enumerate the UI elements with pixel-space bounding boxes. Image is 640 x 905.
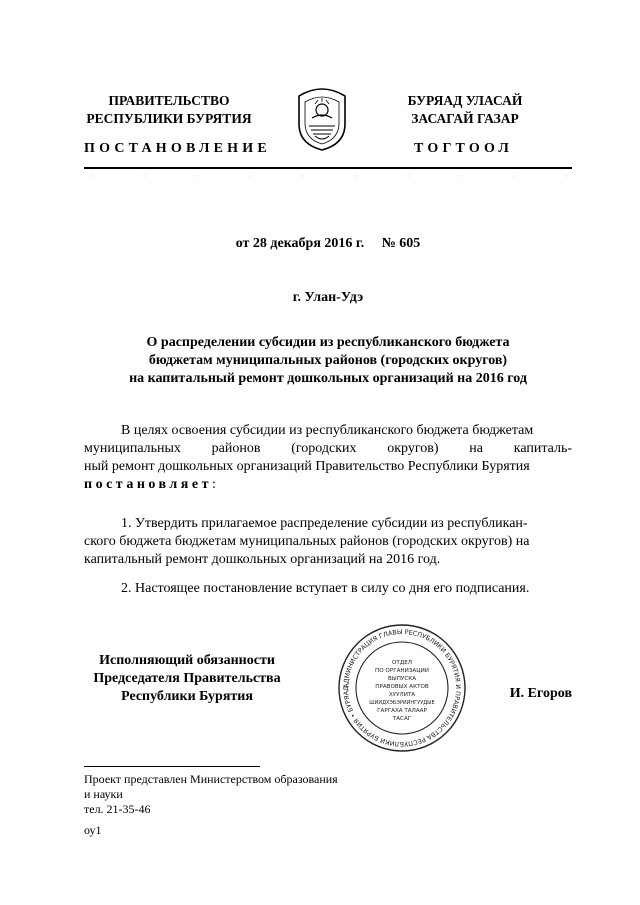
issuer-left-line-1: ПРАВИТЕЛЬСТВО bbox=[108, 93, 230, 108]
position-line-2: Председателя Правительства bbox=[93, 671, 281, 686]
stamp-line: ХУУЛИТА bbox=[388, 692, 416, 698]
stamp-ring-text: АДМИНИСТРАЦИЯ ГЛАВЫ РЕСПУБЛИКИ БУРЯТИЯ И ПРАВИТЕЛЬСТВА РЕСПУБЛИКИ БУРЯТИЯ • БУРЯАД bbox=[341, 627, 463, 749]
preamble-line-4 bbox=[84, 476, 572, 494]
title-line-2: бюджетам муниципальных районов (городских округов) bbox=[148, 353, 508, 368]
doc-type-left: ПОСТАНОВЛЕНИЕ bbox=[84, 141, 271, 156]
title-line-1: О распределении субсидии из республиканского бюджета bbox=[146, 335, 510, 350]
coat-of-arms-emblem bbox=[293, 84, 351, 152]
issuer-right-line-1: БУРЯАД УЛАСАЙ bbox=[407, 93, 523, 108]
footnote-line-3: тел. 21-35-46 bbox=[84, 802, 151, 816]
doc-type-right: ТОГТООЛ bbox=[414, 141, 514, 156]
document-code: оу1 bbox=[84, 823, 102, 837]
issuer-right bbox=[390, 92, 540, 128]
preamble-word: на bbox=[469, 441, 483, 456]
paragraph-item-2 bbox=[84, 580, 572, 598]
preamble-line-3: ный ремонт дошкольных организаций Правительство Республики Бурятия bbox=[84, 459, 530, 474]
stamp-line: ТАСАГ bbox=[392, 716, 412, 722]
paragraph-preamble bbox=[84, 422, 572, 494]
issuer-right-line-2: ЗАСАГАЙ ГАЗАР bbox=[411, 111, 519, 126]
header-rule bbox=[84, 167, 572, 169]
item1-line-1: 1. Утвердить прилагаемое распределение субсидии из республикан- bbox=[121, 516, 528, 531]
item2-line-1: 2. Настоящее постановление вступает в силу со дня его подписания. bbox=[121, 581, 530, 596]
stamp-line: ВЫПУСКА bbox=[387, 676, 417, 682]
preamble-line-2 bbox=[84, 440, 572, 458]
stamp-line: ПО ОРГАНИЗАЦИИ bbox=[375, 668, 429, 674]
footnote-line-2: и науки bbox=[84, 787, 123, 801]
title-line-3: на капитальный ремонт дошкольных организаций на 2016 год bbox=[129, 371, 527, 386]
stamp-line: ШИИДХЭБЭРИИНГУУДЫЕ bbox=[369, 700, 435, 706]
stamp-line: ОТДЕЛ bbox=[392, 660, 412, 666]
document-title bbox=[84, 334, 572, 388]
issuer-left bbox=[84, 92, 254, 128]
signatory-position bbox=[84, 652, 290, 706]
footnote-rule bbox=[84, 766, 260, 767]
footnote-line-1: Проект представлен Министерством образования bbox=[84, 772, 338, 786]
item1-line-2: ского бюджета бюджетам муниципальных районов (городских округов) на bbox=[84, 534, 530, 549]
position-line-3: Республики Бурятия bbox=[121, 689, 253, 704]
stamp-line: ПРАВОВЫХ АКТОВ bbox=[375, 684, 429, 690]
colon: : bbox=[211, 477, 216, 492]
official-stamp bbox=[336, 622, 468, 754]
issuer-left-line-2: РЕСПУБЛИКИ БУРЯТИЯ bbox=[86, 111, 252, 126]
paragraph-item-1 bbox=[84, 515, 572, 569]
preamble-line-1: В целях освоения субсидии из республиканского бюджета бюджетам bbox=[121, 423, 534, 438]
resolves-keyword: постановляет bbox=[84, 477, 212, 492]
footnote bbox=[84, 772, 338, 817]
header-dotted-line: · · · · · · · · · · bbox=[90, 172, 568, 181]
city: г. Улан-Удэ bbox=[292, 290, 364, 305]
preamble-word: (городских bbox=[291, 441, 357, 456]
position-line-1: Исполняющий обязанности bbox=[99, 653, 275, 668]
date-number: от 28 декабря 2016 г. № 605 bbox=[235, 236, 421, 251]
preamble-word: округов) bbox=[387, 441, 439, 456]
preamble-word: районов bbox=[211, 441, 261, 456]
stamp-line: ГАРГАХА ТАЛААР bbox=[377, 708, 427, 714]
preamble-word: муниципальных bbox=[84, 441, 181, 456]
item1-line-3: капитальный ремонт дошкольных организаций на 2016 год. bbox=[84, 552, 441, 567]
preamble-word: капиталь- bbox=[513, 441, 572, 456]
signatory-name: И. Егоров bbox=[509, 686, 572, 701]
